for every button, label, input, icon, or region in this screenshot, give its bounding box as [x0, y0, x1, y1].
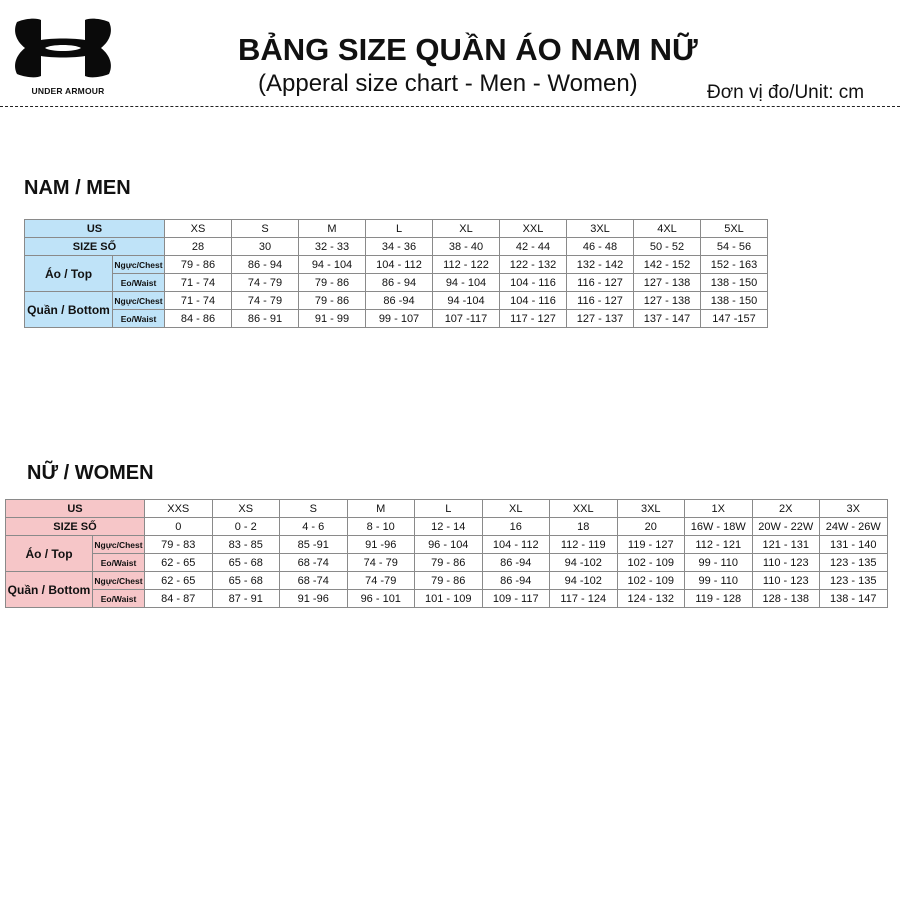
- size-cell: 86 -94: [482, 554, 550, 572]
- size-cell: 0 - 2: [212, 518, 280, 536]
- chest-label: Ngực/Chest: [93, 572, 145, 590]
- size-cell: 91 -96: [347, 536, 415, 554]
- size-cell: 28: [165, 238, 232, 256]
- men-size-table: [24, 219, 768, 328]
- size-cell: 5XL: [701, 220, 768, 238]
- size-cell: 79 - 86: [299, 274, 366, 292]
- size-cell: M: [347, 500, 415, 518]
- size-cell: 79 - 86: [299, 292, 366, 310]
- size-cell: 86 - 94: [366, 274, 433, 292]
- size-cell: 71 - 74: [165, 274, 232, 292]
- row-top-chest: [25, 256, 768, 274]
- size-cell: 68 -74: [280, 554, 348, 572]
- size-cell: 84 - 87: [145, 590, 213, 608]
- size-cell: 119 - 127: [617, 536, 685, 554]
- size-cell: 68 -74: [280, 572, 348, 590]
- size-cell: XS: [165, 220, 232, 238]
- size-cell: 116 - 127: [567, 274, 634, 292]
- row-bottom-waist: [6, 590, 888, 608]
- size-cell: 74 - 79: [232, 292, 299, 310]
- size-cell: 96 - 104: [415, 536, 483, 554]
- size-cell: 50 - 52: [634, 238, 701, 256]
- size-cell: 38 - 40: [433, 238, 500, 256]
- size-cell: 94 -102: [550, 554, 618, 572]
- size-cell: 112 - 119: [550, 536, 618, 554]
- row-top-waist: [6, 554, 888, 572]
- chest-label: Ngực/Chest: [113, 256, 165, 274]
- unit-label: Đơn vị đo/Unit: cm: [707, 82, 865, 103]
- size-cell: 16: [482, 518, 550, 536]
- size-cell: XXS: [145, 500, 213, 518]
- size-cell: 124 - 132: [617, 590, 685, 608]
- row-bottom-waist: [25, 310, 768, 328]
- size-cell: 79 - 83: [145, 536, 213, 554]
- size-cell: XS: [212, 500, 280, 518]
- under-armour-logo-icon: [11, 16, 115, 80]
- size-cell: 86 -94: [482, 572, 550, 590]
- size-cell: 127 - 137: [567, 310, 634, 328]
- size-cell: 87 - 91: [212, 590, 280, 608]
- size-cell: 128 - 138: [752, 590, 820, 608]
- size-cell: 1X: [685, 500, 753, 518]
- size-cell: 112 - 121: [685, 536, 753, 554]
- size-cell: 99 - 110: [685, 572, 753, 590]
- women-section-title: NỮ / WOMEN: [27, 462, 154, 484]
- size-cell: 127 - 138: [634, 274, 701, 292]
- us-label: US: [25, 220, 165, 238]
- dashed-divider: [0, 106, 900, 107]
- size-cell: 96 - 101: [347, 590, 415, 608]
- size-cell: 138 - 150: [701, 292, 768, 310]
- size-cell: 46 - 48: [567, 238, 634, 256]
- size-cell: 3XL: [567, 220, 634, 238]
- size-cell: 94 - 104: [433, 274, 500, 292]
- size-cell: 142 - 152: [634, 256, 701, 274]
- row-bottom-chest: [25, 292, 768, 310]
- row-top-chest: [6, 536, 888, 554]
- row-size-so: [6, 518, 888, 536]
- size-cell: 112 - 122: [433, 256, 500, 274]
- size-cell: 110 - 123: [752, 572, 820, 590]
- chest-label: Ngực/Chest: [93, 536, 145, 554]
- size-cell: 147 -157: [701, 310, 768, 328]
- size-cell: 138 - 150: [701, 274, 768, 292]
- size-cell: 84 - 86: [165, 310, 232, 328]
- size-cell: 107 -117: [433, 310, 500, 328]
- waist-label: Eo/Waist: [93, 590, 145, 608]
- size-cell: 91 - 99: [299, 310, 366, 328]
- size-cell: 20W - 22W: [752, 518, 820, 536]
- size-cell: 99 - 107: [366, 310, 433, 328]
- size-cell: 104 - 116: [500, 292, 567, 310]
- size-cell: 110 - 123: [752, 554, 820, 572]
- size-cell: 8 - 10: [347, 518, 415, 536]
- waist-label: Eo/Waist: [113, 274, 165, 292]
- brand-logo: [8, 16, 118, 100]
- size-cell: 18: [550, 518, 618, 536]
- size-cell: 3X: [820, 500, 888, 518]
- size-cell: 86 - 94: [232, 256, 299, 274]
- size-cell: 74 -79: [347, 572, 415, 590]
- size-cell: 94 -102: [550, 572, 618, 590]
- row-size-so: [25, 238, 768, 256]
- size-so-label: SIZE SỐ: [6, 518, 145, 536]
- size-cell: 122 - 132: [500, 256, 567, 274]
- size-cell: XL: [433, 220, 500, 238]
- size-cell: 65 - 68: [212, 572, 280, 590]
- size-cell: 24W - 26W: [820, 518, 888, 536]
- size-cell: 109 - 117: [482, 590, 550, 608]
- size-cell: 102 - 109: [617, 572, 685, 590]
- size-cell: 131 - 140: [820, 536, 888, 554]
- size-cell: 138 - 147: [820, 590, 888, 608]
- size-cell: L: [366, 220, 433, 238]
- size-cell: 30: [232, 238, 299, 256]
- row-us: [25, 220, 768, 238]
- size-cell: 132 - 142: [567, 256, 634, 274]
- waist-label: Eo/Waist: [113, 310, 165, 328]
- size-cell: 86 - 91: [232, 310, 299, 328]
- size-cell: 104 - 112: [482, 536, 550, 554]
- size-cell: 12 - 14: [415, 518, 483, 536]
- size-cell: 71 - 74: [165, 292, 232, 310]
- size-cell: 104 - 116: [500, 274, 567, 292]
- size-cell: 117 - 124: [550, 590, 618, 608]
- page-title: BẢNG SIZE QUẦN ÁO NAM NỮ: [238, 32, 698, 67]
- size-cell: 62 - 65: [145, 572, 213, 590]
- size-cell: 20: [617, 518, 685, 536]
- size-cell: 83 - 85: [212, 536, 280, 554]
- size-cell: 0: [145, 518, 213, 536]
- size-cell: 101 - 109: [415, 590, 483, 608]
- size-cell: 123 - 135: [820, 554, 888, 572]
- size-cell: 94 -104: [433, 292, 500, 310]
- page-subtitle: (Apperal size chart - Men - Women): [258, 70, 638, 97]
- top-label: Áo / Top: [6, 536, 93, 572]
- size-cell: 127 - 138: [634, 292, 701, 310]
- waist-label: Eo/Waist: [93, 554, 145, 572]
- row-bottom-chest: [6, 572, 888, 590]
- size-cell: 116 - 127: [567, 292, 634, 310]
- size-cell: 3XL: [617, 500, 685, 518]
- size-cell: 32 - 33: [299, 238, 366, 256]
- women-size-table: [5, 499, 888, 608]
- size-cell: 65 - 68: [212, 554, 280, 572]
- size-cell: 62 - 65: [145, 554, 213, 572]
- size-cell: 16W - 18W: [685, 518, 753, 536]
- brand-name: UNDER ARMOUR: [31, 86, 105, 96]
- size-cell: 42 - 44: [500, 238, 567, 256]
- size-cell: 86 -94: [366, 292, 433, 310]
- bottom-label: Quần / Bottom: [6, 572, 93, 608]
- size-cell: 4 - 6: [280, 518, 348, 536]
- size-cell: 102 - 109: [617, 554, 685, 572]
- size-cell: 117 - 127: [500, 310, 567, 328]
- size-cell: 99 - 110: [685, 554, 753, 572]
- row-top-waist: [25, 274, 768, 292]
- size-cell: 54 - 56: [701, 238, 768, 256]
- top-label: Áo / Top: [25, 256, 113, 292]
- size-cell: 94 - 104: [299, 256, 366, 274]
- size-cell: L: [415, 500, 483, 518]
- size-cell: 2X: [752, 500, 820, 518]
- size-cell: 74 - 79: [347, 554, 415, 572]
- size-cell: 152 - 163: [701, 256, 768, 274]
- size-cell: 91 -96: [280, 590, 348, 608]
- size-cell: 74 - 79: [232, 274, 299, 292]
- size-cell: 104 - 112: [366, 256, 433, 274]
- size-cell: 119 - 128: [685, 590, 753, 608]
- men-section-title: NAM / MEN: [24, 177, 131, 199]
- size-cell: 79 - 86: [165, 256, 232, 274]
- size-so-label: SIZE SỐ: [25, 238, 165, 256]
- size-cell: 34 - 36: [366, 238, 433, 256]
- size-cell: 4XL: [634, 220, 701, 238]
- size-cell: 79 - 86: [415, 572, 483, 590]
- row-us: [6, 500, 888, 518]
- size-cell: 137 - 147: [634, 310, 701, 328]
- size-cell: 121 - 131: [752, 536, 820, 554]
- size-cell: XXL: [500, 220, 567, 238]
- bottom-label: Quần / Bottom: [25, 292, 113, 328]
- size-cell: 85 -91: [280, 536, 348, 554]
- us-label: US: [6, 500, 145, 518]
- size-cell: S: [280, 500, 348, 518]
- size-cell: 79 - 86: [415, 554, 483, 572]
- size-cell: XL: [482, 500, 550, 518]
- size-cell: M: [299, 220, 366, 238]
- size-cell: S: [232, 220, 299, 238]
- chest-label: Ngực/Chest: [113, 292, 165, 310]
- size-cell: 123 - 135: [820, 572, 888, 590]
- size-cell: XXL: [550, 500, 618, 518]
